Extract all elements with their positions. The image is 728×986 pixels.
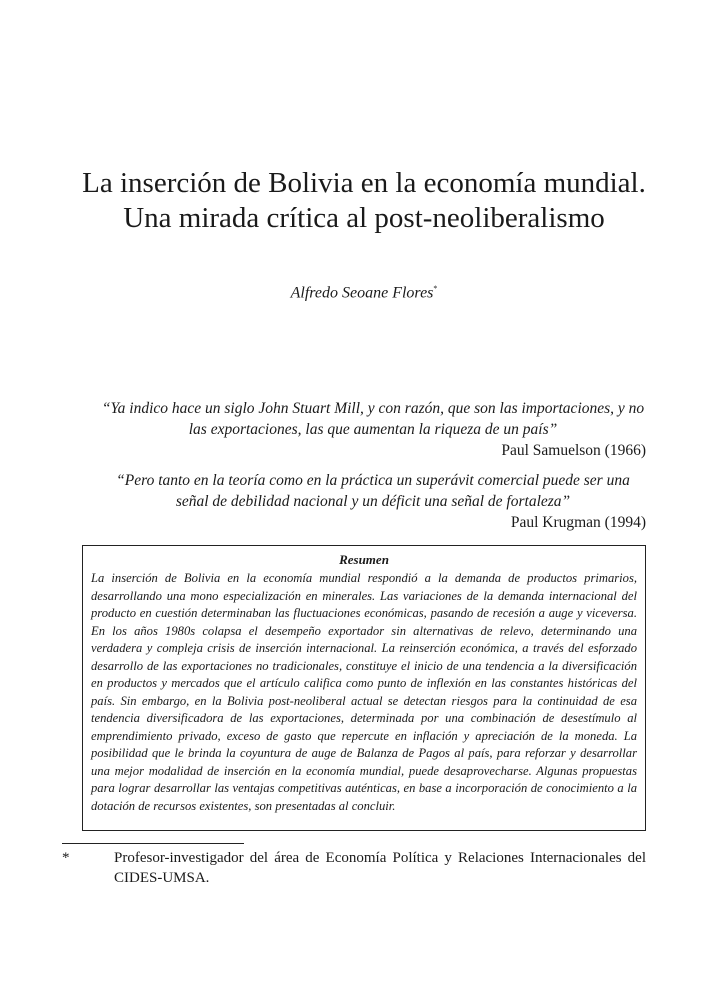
abstract-heading: Resumen bbox=[339, 552, 389, 567]
footnote bbox=[62, 848, 646, 888]
epigraph-2-source: Paul Krugman (1994) bbox=[510, 514, 646, 531]
author-footnote-mark: * bbox=[433, 284, 438, 293]
epigraph-1 bbox=[100, 398, 646, 461]
epigraph-2-text: “Pero tanto en la teoría como en la práctica un superávit comercial puede ser una señal de debilidad nacional y un déficit una señal de fortaleza” bbox=[116, 472, 630, 510]
epigraph-1-text: “Ya indico hace un siglo John Stuart Mill, y con razón, que son las importaciones, y no las exportaciones, las que aumentan la riqueza de un país” bbox=[101, 400, 645, 438]
article-title bbox=[60, 166, 668, 236]
title-line-2: Una mirada crítica al post-neoliberalismo bbox=[123, 202, 605, 234]
title-line-1: La inserción de Bolivia en la economía mundial. bbox=[82, 167, 646, 199]
author-byline bbox=[60, 284, 668, 302]
footnote-divider bbox=[62, 843, 244, 844]
footnote-mark: * bbox=[62, 850, 70, 866]
abstract-body: La inserción de Bolivia en la economía mundial respondió a la demanda de productos primarios, desarrollando una mono especialización en minerales. Las variaciones de la demanda internacional del producto en cuestión determinaban las fluctuaciones económicas, pasando de recesión a auge y viceversa. En los años 1980s colapsa el desempeño exportador sin alternativas de relevo, determinando una verdadera y compleja crisis de inserción internacional. La reinserción económica, a través del esforzado desarrollo de las exportaciones no tradicionales, constituye el inicio de una tendencia a la diversificación en productos y mercados que el artículo califica como punto de inflexión en las constantes históricas del país. Sin embargo, en la Bolivia post-neoliberal actual se detectan riesgos para la continuidad de esa tendencia diversificadora de las exportaciones, determinada por una combinación de desestímulo al emprendimiento privado, exceso de gasto que repercute en inflación y apreciación de la moneda. La posibilidad que le brinda la coyuntura de auge de Balanza de Pagos al país, para reforzar y desarrollar una mejor modalidad de inserción en la economía mundial, puede desaprovecharse. Algunas propuestas para lograr desarrollar las ventajas competitivas auténticas, en base a incorporación de conocimiento a la dotación de recursos existentes, son presentadas al concluir. bbox=[91, 571, 637, 813]
abstract-box bbox=[82, 545, 646, 831]
author-name: Alfredo Seoane Flores bbox=[290, 284, 434, 302]
footnote-text: Profesor-investigador del área de Economía Política y Relaciones Internacionales del CIDES-UMSA. bbox=[114, 850, 646, 886]
epigraph-1-source: Paul Samuelson (1966) bbox=[501, 442, 646, 459]
epigraph-2 bbox=[100, 470, 646, 533]
